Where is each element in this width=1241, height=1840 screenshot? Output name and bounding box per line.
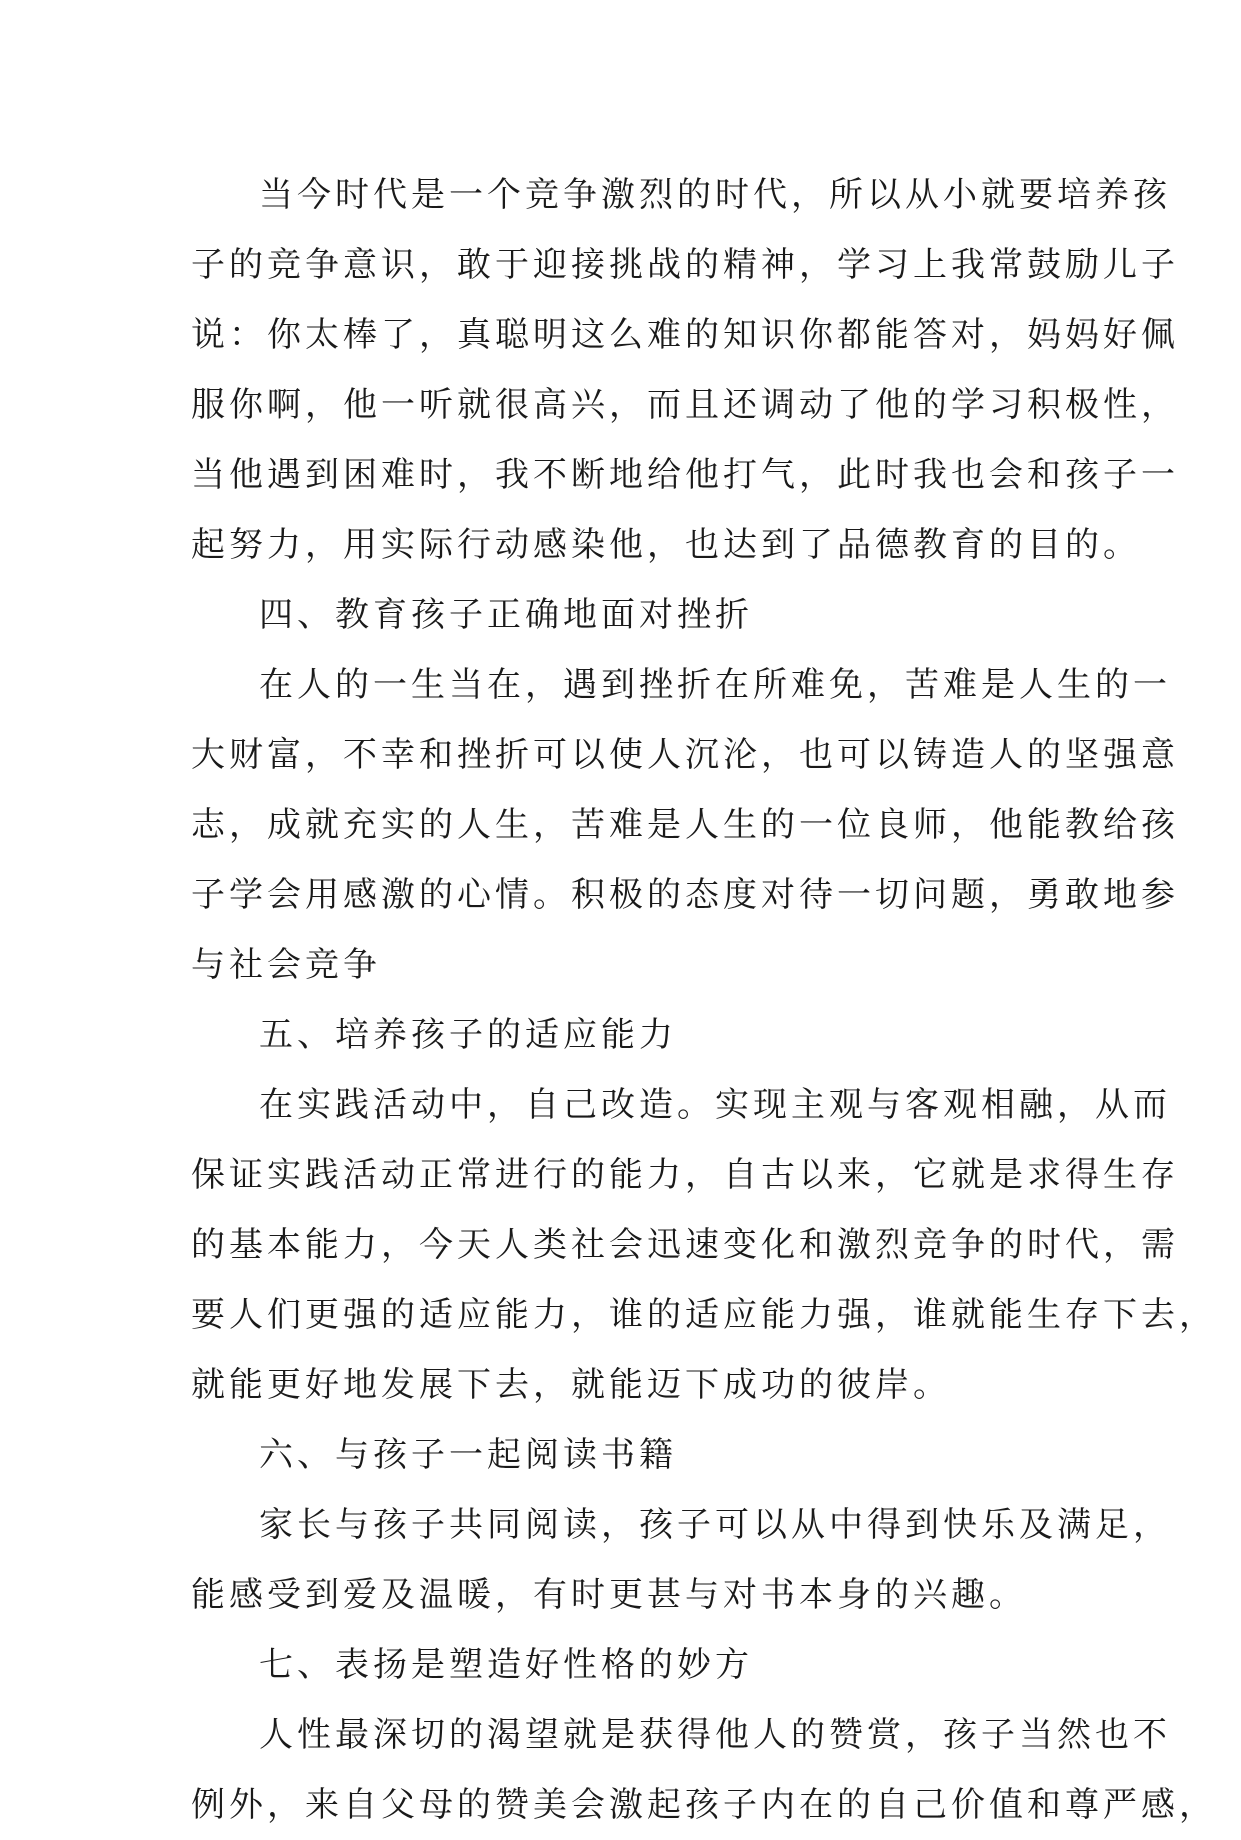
paragraph-line: 人性最深切的渴望就是获得他人的赞赏，孩子当然也不 (259, 1715, 1171, 1755)
heading-text: 五、培养孩子的适应能力 (259, 1015, 677, 1055)
paragraph (191, 160, 1179, 580)
paragraph-line: 大财富，不幸和挫折可以使人沉沦，也可以铸造人的坚强意 (191, 735, 1179, 775)
section-heading (191, 1630, 1061, 1700)
paragraph-line: 与社会竞争 (191, 945, 381, 985)
paragraph (191, 1490, 1171, 1630)
paragraph (191, 1070, 1217, 1420)
paragraph (191, 1700, 1217, 1840)
paragraph-line: 在人的一生当在，遇到挫折在所难免，苦难是人生的一 (259, 665, 1171, 705)
paragraph-line: 能感受到爱及温暖，有时更甚与对书本身的兴趣。 (191, 1575, 1027, 1615)
section-heading (191, 1000, 1061, 1070)
paragraph-line: 家长与孩子共同阅读，孩子可以从中得到快乐及满足， (259, 1505, 1171, 1545)
paragraph-line: 当今时代是一个竞争激烈的时代，所以从小就要培养孩 (259, 175, 1171, 215)
section-heading (191, 580, 1061, 650)
section-heading (191, 1420, 1061, 1490)
heading-text: 六、与孩子一起阅读书籍 (259, 1435, 677, 1475)
paragraph-line: 服你啊，他一听就很高兴，而且还调动了他的学习积极性， (191, 385, 1179, 425)
document-body (191, 160, 1217, 1840)
paragraph-line: 的基本能力，今天人类社会迅速变化和激烈竞争的时代，需 (191, 1225, 1179, 1265)
paragraph-line: 起努力，用实际行动感染他，也达到了品德教育的目的。 (191, 525, 1141, 565)
paragraph-line: 当他遇到困难时，我不断地给他打气，此时我也会和孩子一 (191, 455, 1179, 495)
paragraph-line: 保证实践活动正常进行的能力，自古以来，它就是求得生存 (191, 1155, 1179, 1195)
paragraph-line: 子学会用感激的心情。积极的态度对待一切问题，勇敢地参 (191, 875, 1179, 915)
paragraph-line: 子的竞争意识，敢于迎接挑战的精神，学习上我常鼓励儿子 (191, 245, 1179, 285)
paragraph (191, 650, 1179, 1000)
paragraph-line: 在实践活动中，自己改造。实现主观与客观相融，从而 (259, 1085, 1171, 1125)
paragraph-line: 就能更好地发展下去，就能迈下成功的彼岸。 (191, 1365, 951, 1405)
heading-text: 七、表扬是塑造好性格的妙方 (259, 1645, 753, 1685)
paragraph-line: 志，成就充实的人生，苦难是人生的一位良师，他能教给孩 (191, 805, 1179, 845)
heading-text: 四、教育孩子正确地面对挫折 (259, 595, 753, 635)
paragraph-line: 例外，来自父母的赞美会激起孩子内在的自己价值和尊严感， (191, 1785, 1217, 1825)
paragraph-line: 说：你太棒了，真聪明这么难的知识你都能答对，妈妈好佩 (191, 315, 1179, 355)
paragraph-line: 要人们更强的适应能力，谁的适应能力强，谁就能生存下去， (191, 1295, 1217, 1335)
